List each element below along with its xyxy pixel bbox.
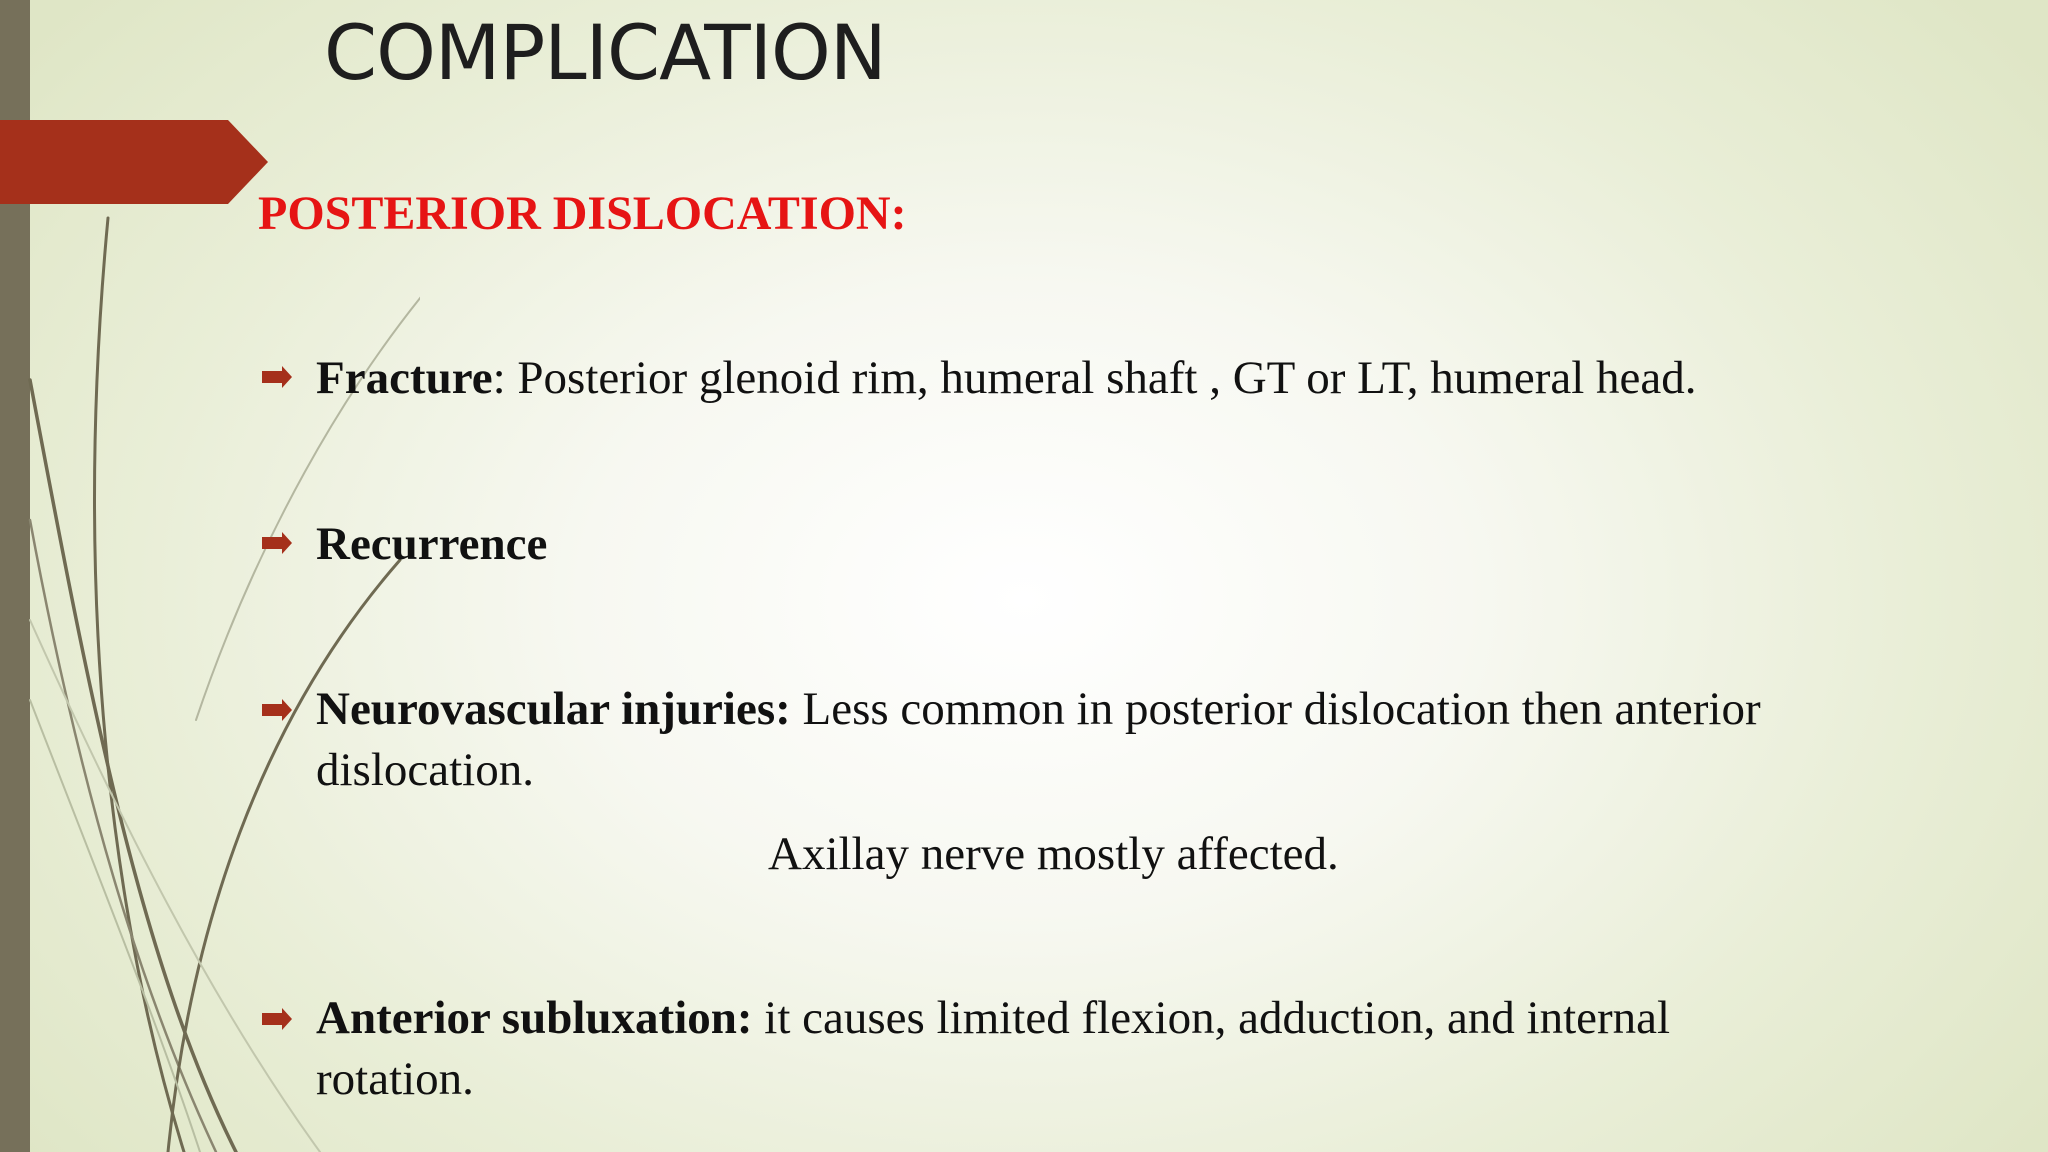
item-text: : Posterior glenoid rim, humeral shaft , GT or LT, humeral head. bbox=[492, 352, 1697, 404]
item-term: Recurrence bbox=[316, 518, 548, 570]
item-term: Fracture bbox=[316, 352, 493, 404]
list-item bbox=[316, 988, 1836, 1110]
item-text: it causes limited flexion, adduction, and internal rotation. bbox=[316, 992, 1671, 1105]
arrow-bullet-icon bbox=[262, 366, 292, 388]
slide-title: COMPLICATION bbox=[324, 8, 886, 97]
item-term: Anterior subluxation: bbox=[316, 992, 753, 1044]
slide-subtitle: POSTERIOR DISLOCATION: bbox=[258, 187, 907, 240]
list-item bbox=[316, 679, 1936, 801]
note-text: Axillay nerve mostly affected. bbox=[768, 828, 1339, 880]
title-arrow-shape bbox=[0, 120, 268, 204]
list-item bbox=[316, 514, 1876, 575]
item-text: Less common in posterior dislocation then anterior dislocation. bbox=[316, 683, 1761, 796]
item-term: Neurovascular injuries: bbox=[316, 683, 791, 735]
list-item bbox=[316, 348, 1876, 409]
arrow-bullet-icon bbox=[262, 699, 292, 721]
arrow-bullet-icon bbox=[262, 532, 292, 554]
arrow-bullet-icon bbox=[262, 1008, 292, 1030]
